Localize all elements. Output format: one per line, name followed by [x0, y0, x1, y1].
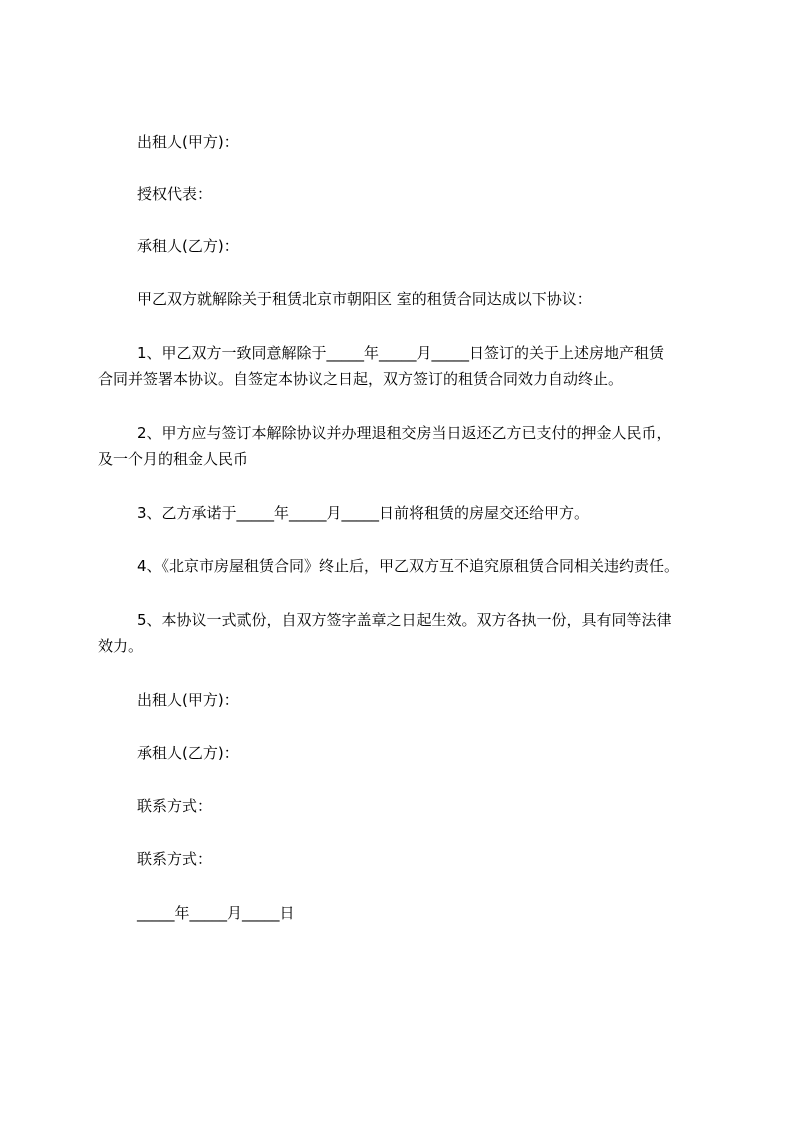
signature-date: _____年_____月_____日 — [137, 904, 295, 922]
contact-label-1: 联系方式： — [137, 797, 213, 815]
representative-label: 授权代表： — [137, 185, 213, 203]
lessee-label: 承租人(乙方)： — [137, 237, 239, 255]
clause-2-line-2: 及一个月的租金人民币 — [98, 450, 249, 468]
clause-1-line-2: 合同并签署本协议。自签定本协议之日起，双方签订的租赁合同效力自动终止。 — [98, 370, 624, 388]
intro-paragraph: 甲乙双方就解除关于租赁北京市朝阳区 室的租赁合同达成以下协议： — [137, 290, 592, 308]
signature-lessee-label: 承租人(乙方)： — [137, 744, 239, 762]
clause-2-line-1: 2、甲方应与签订本解除协议并办理退租交房当日返还乙方已支付的押金人民币， — [137, 424, 672, 442]
contact-label-2: 联系方式： — [137, 850, 213, 868]
clause-3: 3、乙方承诺于_____年_____月_____日前将租赁的房屋交还给甲方。 — [137, 504, 590, 522]
clause-1-line-1: 1、甲乙双方一致同意解除于_____年_____月_____日签订的关于上述房地产租赁 — [137, 344, 665, 362]
clause-5-line-1: 5、本协议一式贰份，自双方签字盖章之日起生效。双方各执一份，具有同等法律 — [137, 611, 672, 629]
signature-lessor-label: 出租人(甲方)： — [137, 691, 239, 709]
lessor-label: 出租人(甲方)： — [137, 133, 239, 151]
clause-5-line-2: 效力。 — [98, 637, 144, 655]
clause-4: 4、《北京市房屋租赁合同》终止后，甲乙双方互不追究原租赁合同相关违约责任。 — [137, 557, 680, 575]
